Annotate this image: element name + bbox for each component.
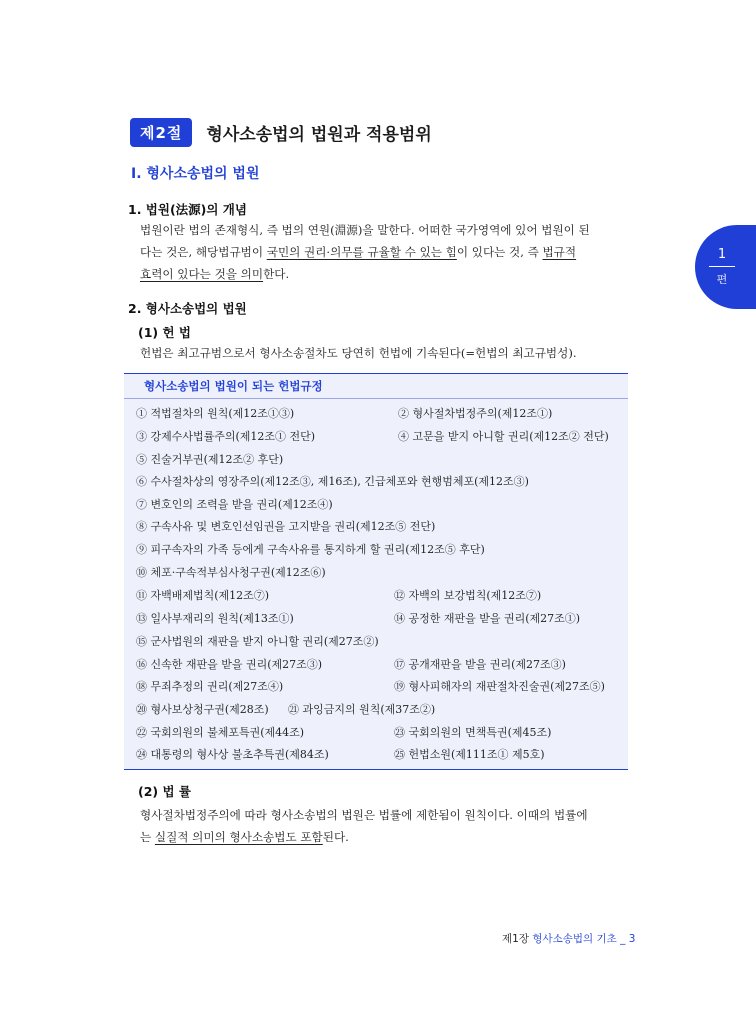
underlined-text: 실질적 의미의 형사소송법도 포함: [154, 830, 323, 844]
chapter-tab-number: 1: [717, 247, 727, 262]
box-divider: [124, 398, 628, 399]
page-footer: [502, 931, 635, 946]
footer-title: 형사소송법의 기초: [532, 933, 617, 945]
provision-item: ③ 강제수사법률주의(제12조① 전단): [136, 430, 316, 443]
statute-line-2: [140, 826, 630, 848]
box-title: 형사소송법의 법원이 되는 헌법규정: [144, 379, 323, 393]
concept-line-2: [140, 241, 630, 263]
provision-item: ㉑ 과잉금지의 원칙(제37조②): [288, 703, 436, 716]
provision-item: ⑩ 체포·구속적부심사청구권(제12조⑥): [136, 566, 326, 579]
provision-item: ④ 고문을 받지 아니할 권리(제12조② 전단): [398, 430, 609, 443]
underlined-text: 법규적: [542, 245, 577, 259]
subheading-concept: 1. 법원(法源)의 개념: [128, 202, 247, 217]
provision-item: ⑳ 형사보상청구권(제28조): [136, 703, 269, 716]
concept-line-1: 법원이란 법의 존재형식, 즉 법의 연원(淵源)을 말한다. 어떠한 국가영역에 있어 법원이 된: [140, 223, 590, 237]
provision-item: ② 형사절차법정주의(제12조①): [398, 407, 553, 420]
provision-item: ⑱ 무죄추정의 권리(제27조④): [136, 680, 284, 693]
provision-item: ㉓ 국회의원의 면책특권(제45조): [394, 726, 552, 739]
provision-item: ⑲ 형사피해자의 재판절차진술권(제27조⑤): [394, 680, 605, 693]
text-span: 한다.: [263, 267, 290, 281]
provision-item: ⑯ 신속한 재판을 받을 권리(제27조③): [136, 658, 323, 671]
paragraph-constitution: 헌법은 최고규범으로서 형사소송절차도 당연히 헌법에 기속된다(=헌법의 최고규범성).: [140, 346, 577, 360]
chapter-tab-divider: [709, 266, 735, 267]
chapter-tab[interactable]: [695, 225, 756, 309]
provision-item: ⑭ 공정한 재판을 받을 권리(제27조①): [394, 612, 581, 625]
section-header: [130, 118, 432, 147]
subheading-constitution: (1) 헌 법: [138, 325, 191, 340]
provision-item: ㉒ 국회의원의 불체포특권(제44조): [136, 726, 305, 739]
footer-chapter: 제1장: [502, 933, 529, 945]
underlined-text: 효력이 있다는 것을 의미: [140, 267, 264, 281]
provision-item: ⑬ 일사부재리의 원칙(제13조①): [136, 612, 294, 625]
paragraph-concept: [140, 219, 630, 285]
underlined-text: 국민의 권리·의무를 규율할 수 있는 힘: [266, 245, 457, 259]
provision-item: ⑮ 군사법원의 재판을 받지 아니할 권리(제27조②): [136, 635, 379, 648]
provision-item: ⑫ 자백의 보강법칙(제12조⑦): [394, 589, 542, 602]
page-number: _ 3: [620, 933, 636, 945]
statute-line-1: 형사절차법정주의에 따라 형사소송법의 법원은 법률에 제한됨이 원칙이다. 이때의 법률에: [140, 808, 588, 822]
provision-item: ⑧ 구속사유 및 변호인선임권을 고지받을 권리(제12조⑤ 전단): [136, 520, 436, 533]
chapter-tab-label: 편: [716, 273, 728, 286]
provision-item: ⑦ 변호인의 조력을 받을 권리(제12조④): [136, 498, 333, 511]
text-span: 된다.: [322, 830, 349, 844]
provision-item: ⑰ 공개재판을 받을 권리(제27조③): [394, 658, 566, 671]
provision-item: ⑥ 수사절차상의 영장주의(제12조③, 제16조), 긴급체포와 현행범체포(제12조③): [136, 475, 529, 488]
provision-item: ⑨ 피구속자의 가족 등에게 구속사유를 통지하게 할 권리(제12조⑤ 후단): [136, 543, 485, 556]
section-badge: 제2절: [130, 118, 192, 147]
text-span: 이 있다는 것, 즉: [456, 245, 543, 259]
provision-item: ⑤ 진술거부권(제12조② 후단): [136, 453, 284, 466]
section-title: 형사소송법의 법원과 적용범위: [206, 125, 432, 145]
text-span: 다는 것은, 해당법규범이: [140, 245, 267, 259]
text-span: 는: [140, 830, 155, 844]
concept-line-3: [140, 263, 630, 285]
subheading-statute: (2) 법 률: [138, 784, 191, 799]
subheading-sources: 2. 형사소송법의 법원: [128, 301, 247, 316]
provision-item: ① 적법절차의 원칙(제12조①③): [136, 407, 295, 420]
paragraph-statute: [140, 804, 630, 848]
provision-item: ㉔ 대통령의 형사상 불초추특권(제84조): [136, 748, 329, 761]
heading-1: Ⅰ. 형사소송법의 법원: [131, 166, 260, 182]
provision-item: ⑪ 자백배제법칙(제12조⑦): [136, 589, 270, 602]
provision-item: ㉕ 헌법소원(제111조① 제5호): [394, 748, 545, 761]
